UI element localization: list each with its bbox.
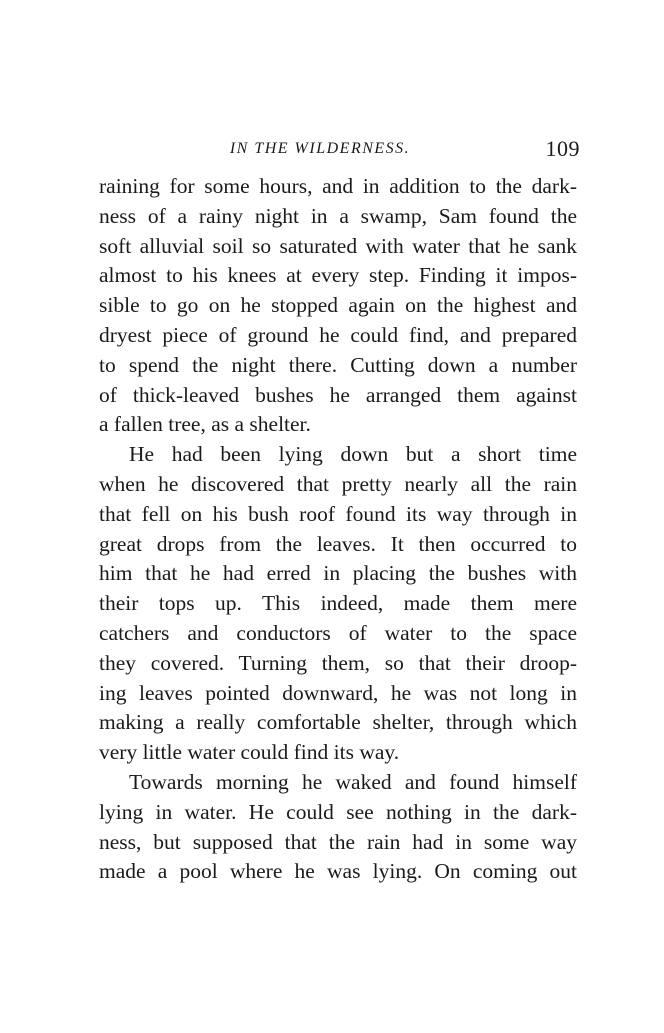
body-text [99, 172, 577, 887]
text-line: made a pool where he was lying. On coming out [99, 859, 577, 884]
page-number: 109 [545, 136, 580, 161]
text-line: of thick-leaved bushes he arranged them against [99, 382, 577, 407]
text-line: him that he had erred in placing the bushes with [99, 561, 577, 586]
text-line: raining for some hours, and in addition to the dark- [99, 174, 577, 198]
text-line: making a really comfortable shelter, through which [99, 710, 577, 735]
text-line: Towards morning he waked and found himself [129, 769, 577, 794]
text-line: when he discovered that pretty nearly all the rain [99, 471, 577, 496]
text-line: sible to go on he stopped again on the highest and [99, 293, 577, 318]
text-line: great drops from the leaves. It then occurred to [99, 531, 577, 556]
text-line: ing leaves pointed downward, he was not long in [99, 680, 577, 705]
text-line: ness, but supposed that the rain had in some way [99, 829, 577, 854]
running-head [100, 136, 580, 166]
text-line: He had been lying down but a short time [129, 442, 577, 467]
text-line: that fell on his bush roof found its way through in [99, 501, 577, 526]
text-line: almost to his knees at every step. Finding it impos- [99, 263, 577, 288]
text-line: to spend the night there. Cutting down a number [99, 352, 577, 377]
text-line: catchers and conductors of water to the space [99, 620, 577, 645]
text-line: lying in water. He could see nothing in the dark- [99, 799, 577, 824]
text-line: they covered. Turning them, so that their droop- [99, 650, 577, 675]
text-line: their tops up. This indeed, made them mere [99, 591, 577, 616]
text-line: a fallen tree, as a shelter. [99, 412, 311, 437]
text-line: soft alluvial soil so saturated with water that he sank [99, 233, 577, 258]
text-line: dryest piece of ground he could find, and prepared [99, 322, 577, 347]
text-line: very little water could find its way. [99, 740, 400, 765]
text-line: ness of a rainy night in a swamp, Sam found the [99, 203, 577, 228]
running-title: IN THE WILDERNESS. [229, 140, 411, 157]
